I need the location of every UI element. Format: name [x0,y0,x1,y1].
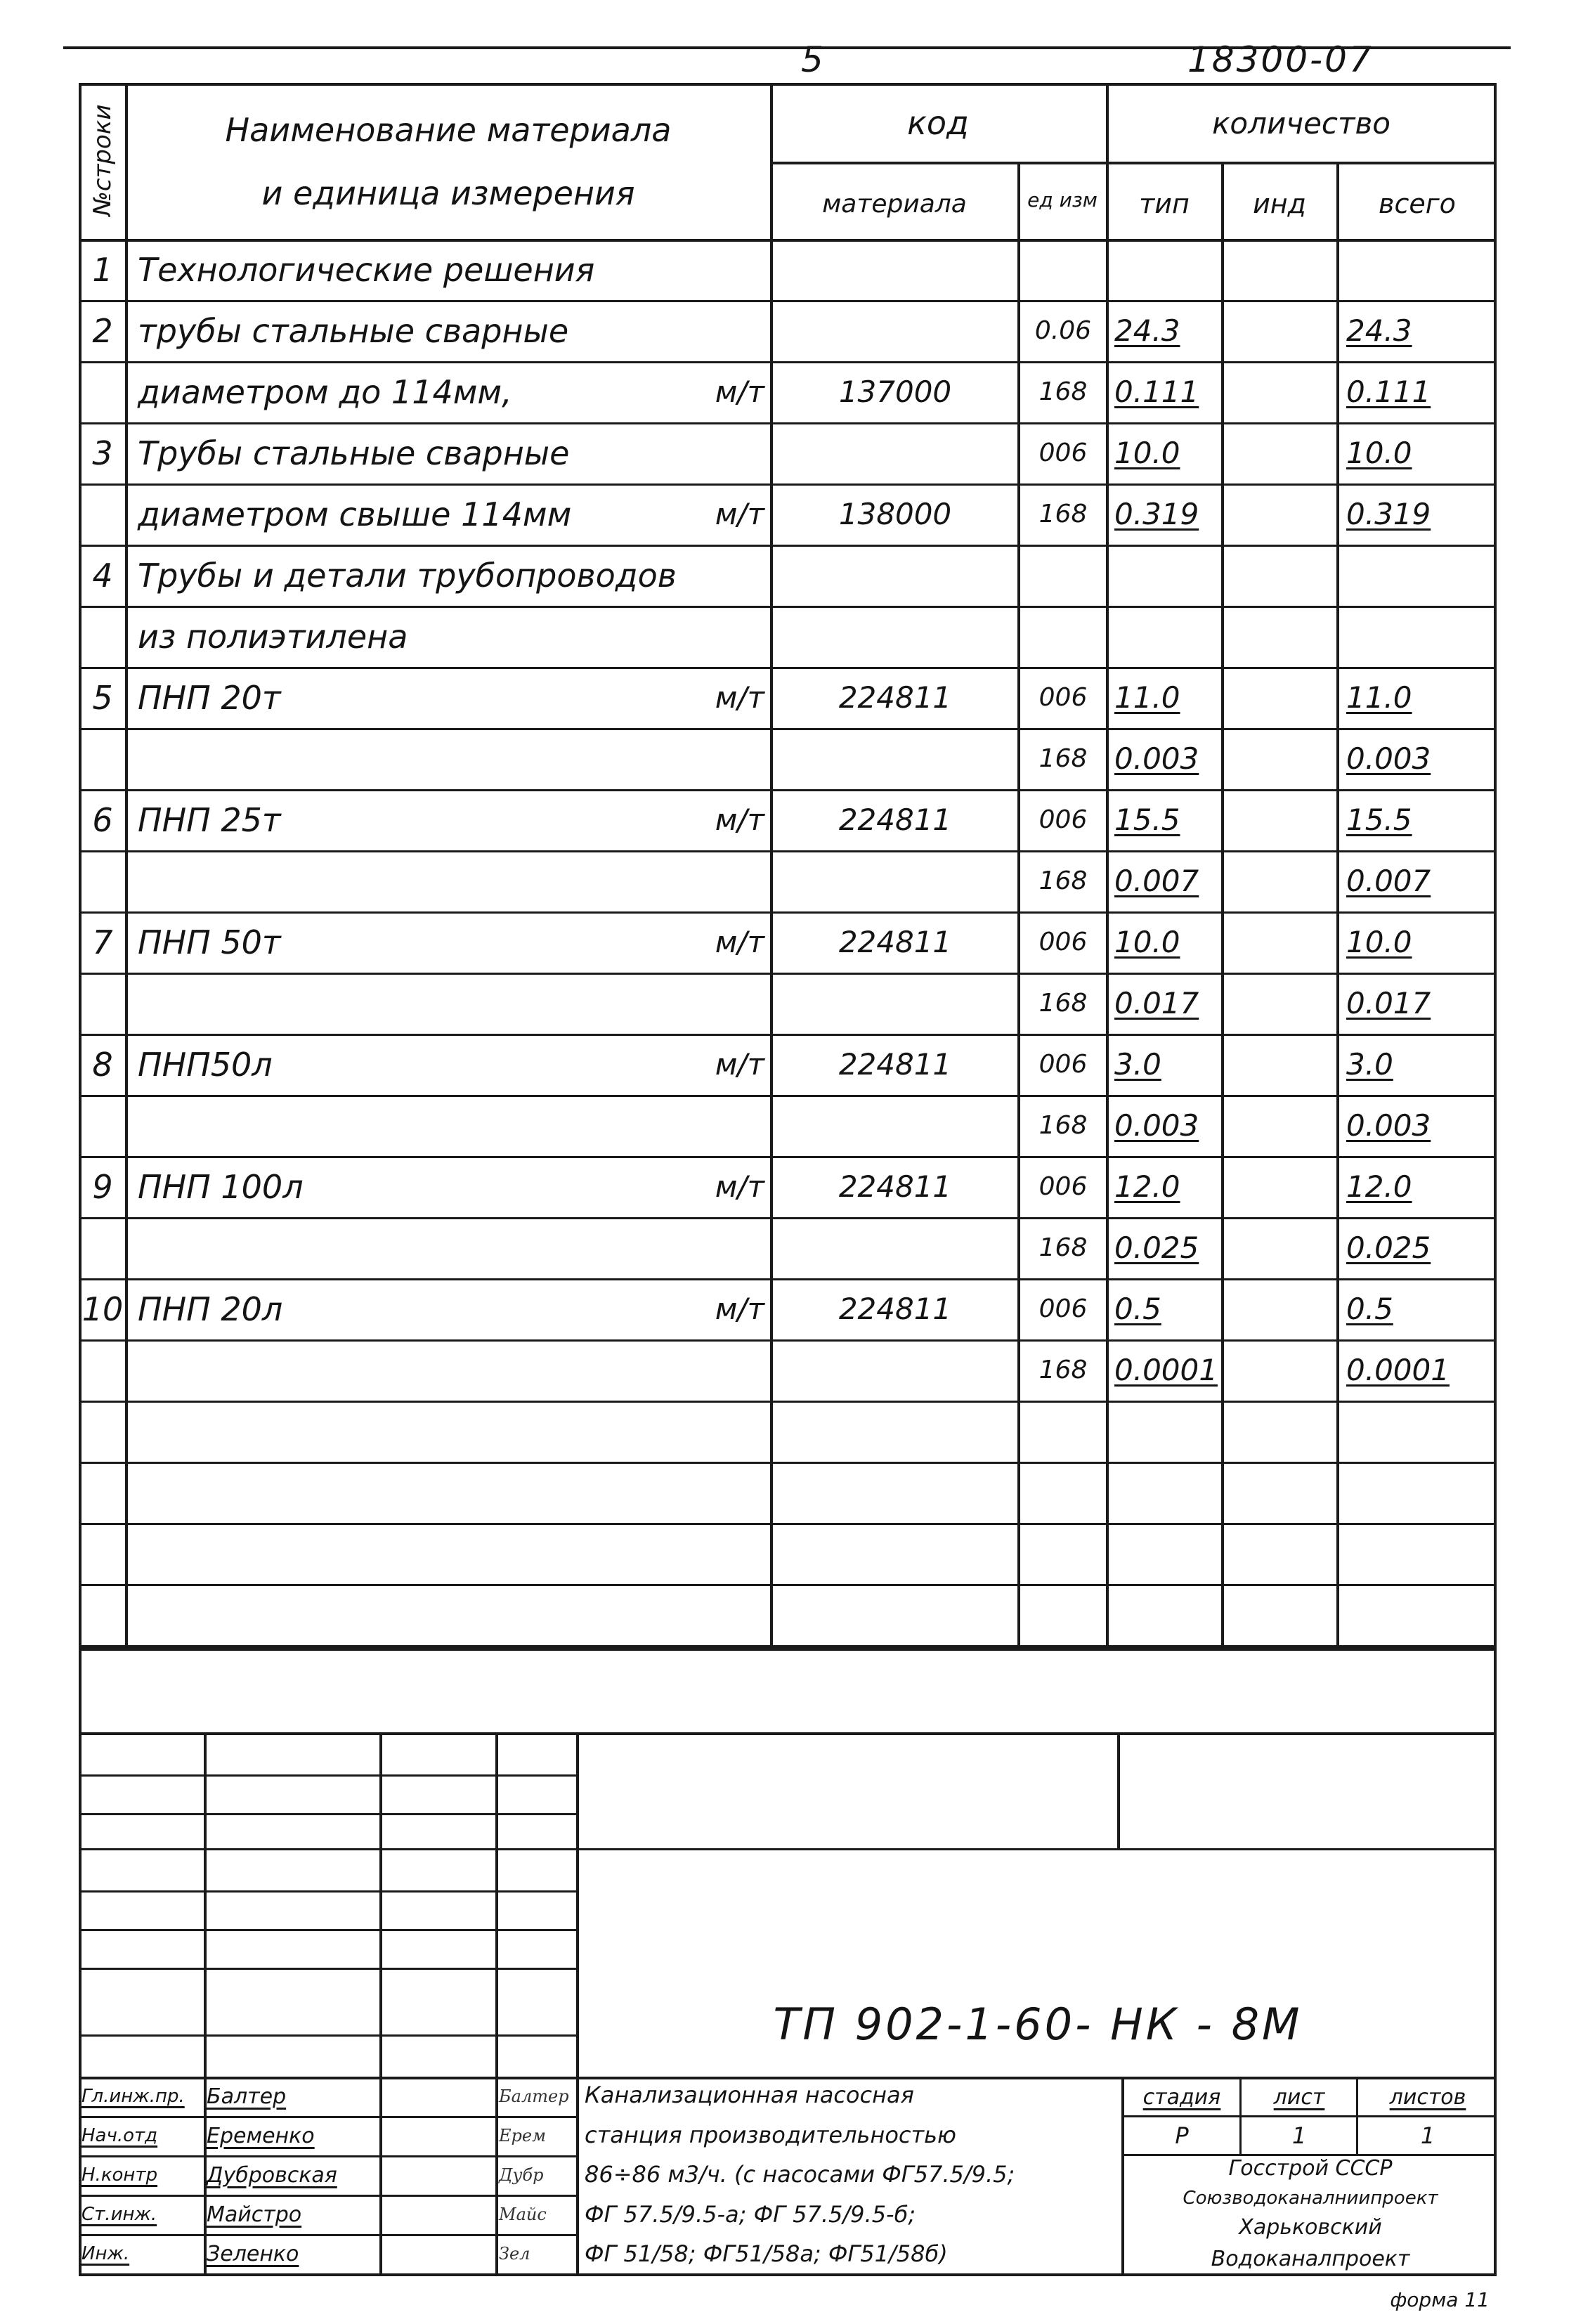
row-qty-type: 0.0001 [1114,1353,1218,1387]
header-qty-total: всего [1379,188,1456,219]
row-material-code [773,850,1017,911]
row-name: Трубы стальные сварные [138,434,570,472]
row-unit [660,973,764,1034]
row-number [80,483,125,545]
signer-name: Майстро [207,2202,302,2227]
header-quantity: количество [1212,105,1391,141]
row-unit-code: 006 [1038,439,1088,467]
row-qty-type: 0.5 [1114,1292,1161,1326]
row-number: 3 [92,434,113,472]
row-number: 5 [92,678,113,717]
row-unit: м/т [715,1169,764,1204]
description-line-4: ФГ 57.5/9.5-а; ФГ 57.5/9.5-б; [585,2200,916,2228]
row-number: 8 [92,1045,113,1084]
row-number: 10 [82,1290,124,1328]
row-number [80,728,125,789]
signer-name: Еременко [207,2123,315,2148]
row-unit: м/т [715,1292,764,1326]
document-code: 18300-07 [1187,39,1374,80]
row-unit-code: 168 [1038,500,1088,528]
row-qty-total: 0.003 [1346,741,1431,776]
signer-signature: Дубр [499,2165,544,2185]
row-qty-type: 0.007 [1114,864,1199,898]
row-number [80,606,125,667]
row-unit-code [1020,239,1106,300]
signer-role: Инж. [82,2243,130,2264]
row-material-code [773,1339,1017,1401]
description-line-1: Канализационная насосная [585,2082,914,2108]
organization-block [1127,2156,1494,2271]
row-qty-total: 0.319 [1346,497,1431,531]
row-material-code: 224811 [838,1292,952,1326]
row-name: ПНП 20т [138,678,281,717]
row-qty-type: 0.003 [1114,1108,1199,1143]
header-rule [63,46,1511,49]
col-line-ind [1336,162,1339,1648]
signer-signature: Ерем [499,2126,546,2146]
row-name [138,1339,672,1401]
row-qty-total: 11.0 [1346,680,1412,715]
row-qty-type: 0.003 [1114,741,1199,776]
row-unit [660,545,764,606]
row-qty-total: 0.025 [1346,1231,1431,1265]
sheets-value: 1 [1420,2122,1435,2149]
row-name: диаметром до 114мм, [138,372,512,411]
tb-left-line-6 [79,1968,576,1970]
tb-left-line-7 [79,2034,576,2037]
row-name [138,1095,672,1156]
row-name: из полиэтилена [138,617,408,656]
row-material-code: 224811 [838,803,952,837]
org-line-4: Водоканалпроект [1211,2246,1410,2271]
tb-left-line-4 [79,1890,576,1893]
row-unit-code [1020,545,1106,606]
row-unit-code: 006 [1038,928,1088,956]
row-unit-code: 168 [1038,866,1088,895]
row-qty-type: 3.0 [1114,1047,1161,1082]
tb-right-edge [1494,1648,1497,2273]
row-qty-total: 0.007 [1346,864,1431,898]
empty-row-line-2 [79,1523,1497,1525]
row-unit [660,1217,764,1278]
row-name: ПНП 100л [138,1167,304,1206]
row-name: ПНП 20л [138,1290,283,1328]
tb-left-line-3 [79,1848,1497,1850]
tb-col-right-split [1117,1732,1120,1848]
description-line-3: 86÷86 м3/ч. (с насосами ФГ57.5/9.5; [585,2161,1015,2188]
row-number: 1 [92,250,113,289]
row-unit-code: 168 [1038,1356,1088,1384]
row-unit-code: 006 [1038,1294,1088,1323]
row-number: 9 [92,1167,113,1206]
header-name-line1: Наименование материала [225,111,672,149]
row-unit-code: 0.06 [1034,316,1092,345]
sheet-label: лист [1273,2084,1325,2110]
row-unit: м/т [715,497,764,531]
row-unit [660,850,764,911]
row-name [138,850,672,911]
row-material-code: 224811 [838,925,952,959]
row-name: Технологические решения [138,250,595,289]
empty-row-line-3 [79,1584,1497,1586]
row-number: 4 [92,556,113,595]
description-line-5: ФГ 51/58; ФГ51/58а; ФГ51/58б) [585,2240,948,2267]
row-qty-total: 0.0001 [1346,1353,1450,1387]
row-number [80,973,125,1034]
row-material-code [773,728,1017,789]
row-unit [660,1095,764,1156]
row-unit: м/т [715,375,764,409]
row-name: ПНП 50т [138,923,281,961]
org-line-2: Союзводоканалниипроект [1183,2187,1438,2209]
row-unit: м/т [715,803,764,837]
col-line-unit [1106,83,1109,1648]
row-material-code: 138000 [838,497,952,531]
row-qty-type: 0.319 [1114,497,1199,531]
row-qty-total [1346,239,1495,300]
signer-name: Зеленко [207,2241,299,2266]
row-material-code [773,973,1017,1034]
row-name: диаметром свыше 114мм [138,495,572,533]
row-name: Трубы и детали трубопроводов [138,556,677,595]
sheets-label: листов [1389,2084,1466,2110]
row-material-code [773,1095,1017,1156]
row-unit [660,300,764,361]
row-material-code [773,422,1017,483]
header-qty-type: тип [1139,188,1190,219]
row-unit-code: 006 [1038,805,1088,834]
page-number: 5 [801,39,826,80]
row-qty-type: 12.0 [1114,1169,1180,1204]
row-number: 6 [92,800,113,839]
row-qty-total: 10.0 [1346,925,1412,959]
signer-role: Гл.инж.пр. [82,2086,185,2107]
project-description [585,2082,1119,2267]
row-number [80,361,125,422]
row-material-code [773,545,1017,606]
signer-role: Н.контр [82,2164,158,2186]
row-qty-total [1346,606,1495,667]
row-number [80,1339,125,1401]
row-unit [660,422,764,483]
row-material-code [773,606,1017,667]
row-qty-type: 15.5 [1114,803,1180,837]
signer-name: Дубровская [207,2162,337,2188]
org-line-1: Госстрой СССР [1228,2156,1393,2181]
row-unit [660,1339,764,1401]
row-material-code [773,300,1017,361]
row-unit: м/т [715,925,764,959]
row-name: ПНП50л [138,1045,273,1084]
row-qty-total: 0.003 [1346,1108,1431,1143]
row-unit-code: 006 [1038,1172,1088,1201]
row-qty-total: 10.0 [1346,436,1412,470]
row-unit-code [1020,606,1106,667]
row-material-code: 224811 [838,1169,952,1204]
row-number: 2 [92,311,113,350]
row-qty-type [1114,606,1221,667]
signer-signature: Зел [499,2244,530,2264]
header-qty-ind: инд [1253,188,1306,219]
header-code: код [907,104,969,142]
row-name: ПНП 25т [138,800,281,839]
row-number [80,1217,125,1278]
tb-left-line-1 [79,1774,576,1777]
empty-row-line-1 [79,1462,1497,1464]
row-qty-type: 0.111 [1114,375,1199,409]
row-qty-type: 11.0 [1114,680,1180,715]
col-line-rowno [125,83,128,1648]
row-unit-code: 168 [1038,744,1088,773]
row-name [138,728,672,789]
tb-left-line-5 [79,1929,576,1931]
drawing-number: ТП 902-1-60- НК - 8М [773,1998,1303,2050]
header-sub-line [770,162,1497,164]
row-unit-code: 168 [1038,989,1088,1018]
row-qty-total: 15.5 [1346,803,1412,837]
row-qty-type [1114,239,1221,300]
row-material-code: 224811 [838,1047,952,1082]
sheet-value: 1 [1291,2122,1307,2149]
row-qty-type: 24.3 [1114,313,1180,348]
row-unit-code: 006 [1038,683,1088,712]
form-label: форма 11 [1390,2288,1490,2311]
stage-label: стадия [1142,2084,1221,2110]
row-qty-total: 0.017 [1346,986,1431,1020]
row-number: 7 [92,923,113,961]
title-block-grid-top [79,1732,1497,1735]
row-unit-code: 168 [1038,1111,1088,1140]
row-name: трубы стальные сварные [138,311,569,350]
row-qty-type: 10.0 [1114,436,1180,470]
header-name-line2: и единица измерения [261,174,635,212]
row-qty-total [1346,545,1495,606]
row-name [138,973,672,1034]
row-unit [660,239,764,300]
row-qty-type: 0.025 [1114,1231,1199,1265]
stage-value: Р [1175,2122,1189,2149]
signer-role: Нач.отд [82,2125,158,2146]
row-unit [660,606,764,667]
row-number [80,850,125,911]
tb-left-line-2 [79,1813,576,1815]
header-code-material: материала [822,189,967,219]
row-qty-total: 12.0 [1346,1169,1412,1204]
row-material-code [773,1217,1017,1278]
row-number [80,1095,125,1156]
row-unit-code: 006 [1038,1050,1088,1079]
row-qty-total: 24.3 [1346,313,1412,348]
row-qty-total: 0.111 [1346,375,1431,409]
row-qty-total: 3.0 [1346,1047,1393,1082]
description-line-2: станция производительностью [585,2121,956,2148]
row-unit-code: 168 [1038,377,1088,406]
col-line-tip [1221,162,1224,1648]
row-unit: м/т [715,1047,764,1082]
row-unit [660,728,764,789]
row-unit: м/т [715,680,764,715]
row-qty-type: 10.0 [1114,925,1180,959]
row-material-code: 137000 [838,375,952,409]
row-unit-code: 168 [1038,1233,1088,1262]
title-block-top [79,1648,1497,1651]
org-line-3: Харьковский [1239,2215,1382,2240]
signer-role: Ст.инж. [82,2204,157,2225]
header-row-number: №строки [89,104,117,216]
signer-signature: Майс [499,2205,547,2224]
row-qty-type [1114,545,1221,606]
signer-name: Балтер [207,2084,287,2109]
header-code-unit: ед изм [1027,188,1098,212]
row-line [79,1401,1497,1403]
row-material-code: 224811 [838,680,952,715]
row-qty-type: 0.017 [1114,986,1199,1020]
row-qty-total: 0.5 [1346,1292,1393,1326]
title-block-bottom [79,2273,1497,2276]
row-material-code [773,239,1017,300]
row-name [138,1217,672,1278]
signer-signature: Балтер [499,2086,569,2106]
